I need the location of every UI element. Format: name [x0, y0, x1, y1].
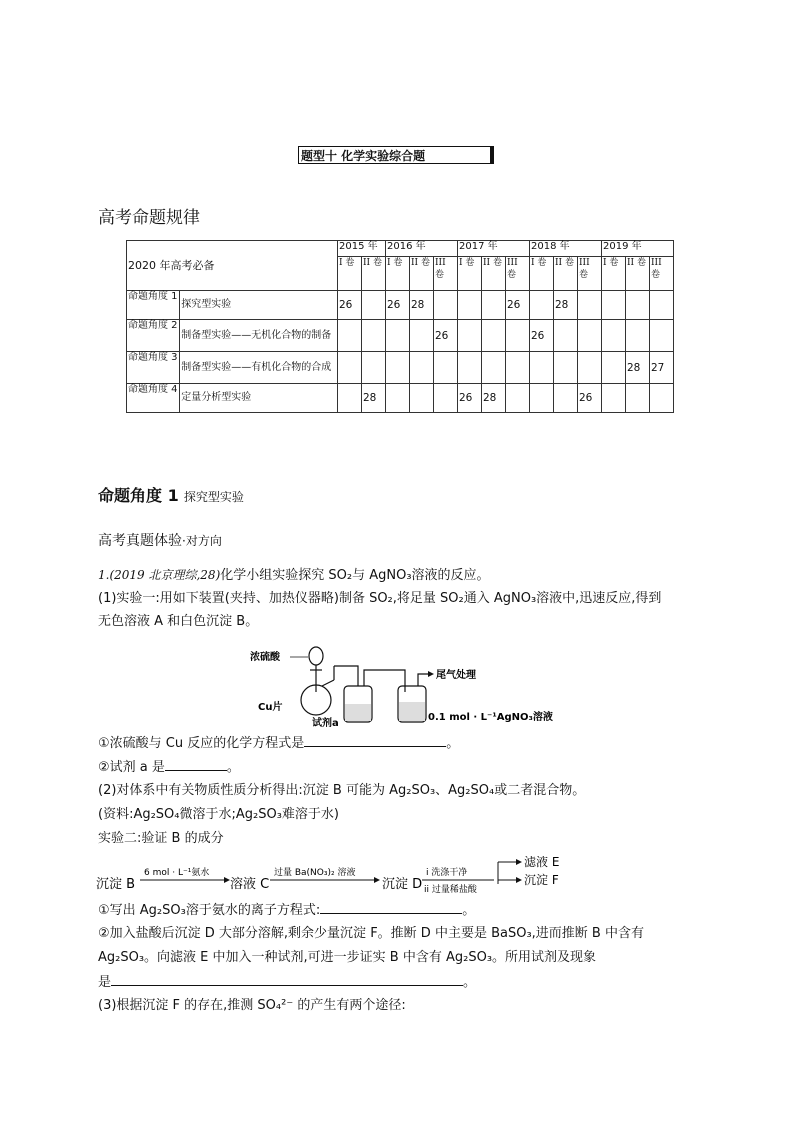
score-cell [338, 352, 362, 384]
q-i-text: ①浓硫酸与 Cu 反应的化学方程式是 [98, 736, 305, 751]
angle-cell: 命题角度 3 [127, 352, 180, 384]
score-cell [338, 384, 362, 413]
liquid-a [345, 704, 371, 721]
table-body [127, 291, 674, 413]
score-cell [506, 352, 530, 384]
score-cell [602, 320, 626, 352]
score-cell [650, 291, 674, 320]
juan-header: III 卷 [434, 257, 458, 291]
score-cell [602, 352, 626, 384]
juan-header: I 卷 [386, 257, 410, 291]
section-title: 高考命题规律 [98, 208, 200, 228]
score-cell [578, 352, 602, 384]
score-cell: 28 [626, 352, 650, 384]
score-cell: 28 [554, 291, 578, 320]
year-2016: 2016 年 [386, 241, 458, 257]
period: 。 [226, 760, 240, 775]
q2-ii-line3 [98, 972, 476, 993]
score-cell [386, 320, 410, 352]
q2-i-text: ①写出 Ag₂SO₃溶于氨水的离子方程式: [98, 903, 321, 918]
juan-header: I 卷 [602, 257, 626, 291]
score-cell [410, 320, 434, 352]
score-cell [386, 384, 410, 413]
q2-i [98, 900, 475, 921]
score-cell [554, 352, 578, 384]
topic-cell: 探究型实验 [180, 291, 338, 320]
score-cell [602, 384, 626, 413]
score-cell [482, 291, 506, 320]
period: 。 [463, 975, 477, 990]
table-row [127, 320, 674, 352]
juan-header: II 卷 [410, 257, 434, 291]
part2: (2)对体系中有关物质性质分析得出:沉淀 B 可能为 Ag₂SO₃、Ag₂SO₄或二者混合物。 [98, 783, 586, 798]
flow-arrowhead-2 [374, 877, 380, 883]
angle-cell: 命题角度 4 [127, 384, 180, 413]
q2-ii-line1: ②加入盐酸后沉淀 D 大部分溶解,剩余少量沉淀 F。推断 D 中主要是 BaSO₃,进而推断 B 中含有 [98, 926, 644, 941]
exam-suffix: ·对方向 [182, 534, 222, 548]
score-cell [410, 384, 434, 413]
score-cell [386, 352, 410, 384]
table-row [127, 384, 674, 413]
question-type-banner: 题型十 化学实验综合题 [298, 146, 494, 164]
score-cell [482, 352, 506, 384]
q2-ii-line3-text: 是 [98, 975, 112, 990]
exam-pattern-table [126, 240, 674, 413]
part1-line2: 无色溶液 A 和白色沉淀 B。 [98, 614, 259, 629]
score-cell [650, 320, 674, 352]
flow-step3b: ii 过量稀盐酸 [424, 885, 477, 895]
score-cell: 26 [434, 320, 458, 352]
score-cell [554, 320, 578, 352]
flow-mid2: 沉淀 D [382, 877, 423, 892]
apparatus-diagram [250, 640, 580, 728]
angle-cell: 命题角度 1 [127, 291, 180, 320]
q-i [98, 733, 459, 754]
score-cell: 28 [482, 384, 506, 413]
period: 。 [446, 736, 460, 751]
juan-header: II 卷 [626, 257, 650, 291]
angle-cell: 命题角度 2 [127, 320, 180, 352]
score-cell [362, 291, 386, 320]
flow-arrowhead-bottom [516, 877, 522, 883]
score-cell [362, 352, 386, 384]
tube-1 [334, 666, 358, 686]
flask-side-arm [322, 680, 334, 686]
score-cell [506, 384, 530, 413]
table-corner-label: 2020 年高考必备 [127, 241, 338, 291]
score-cell [626, 320, 650, 352]
score-cell [530, 291, 554, 320]
score-cell [626, 291, 650, 320]
flow-arrowhead-top [516, 859, 522, 865]
score-cell [458, 352, 482, 384]
score-cell: 28 [410, 291, 434, 320]
angle1-heading [98, 483, 244, 506]
tube-3 [418, 674, 428, 686]
label-cu: Cu片 [258, 702, 283, 713]
score-cell [434, 384, 458, 413]
score-cell [530, 352, 554, 384]
score-cell: 26 [530, 320, 554, 352]
label-tail-gas: 尾气处理 [436, 670, 476, 681]
juan-header: I 卷 [458, 257, 482, 291]
flow-mid1: 溶液 C [230, 877, 270, 892]
juan-header: I 卷 [338, 257, 362, 291]
juan-header: II 卷 [554, 257, 578, 291]
score-cell: 26 [386, 291, 410, 320]
answer-blank [304, 733, 446, 747]
year-2015: 2015 年 [338, 241, 386, 257]
part3: (3)根据沉淀 F 的存在,推测 SO₄²⁻ 的产生有两个途径: [98, 998, 406, 1013]
score-cell: 28 [362, 384, 386, 413]
score-cell [410, 352, 434, 384]
score-cell [602, 291, 626, 320]
flow-diagram [96, 856, 596, 900]
score-cell: 27 [650, 352, 674, 384]
year-2017: 2017 年 [458, 241, 530, 257]
flow-out2: 沉淀 F [524, 873, 559, 887]
funnel-bulb [309, 647, 323, 665]
score-cell: 26 [506, 291, 530, 320]
score-cell: 26 [578, 384, 602, 413]
year-2018: 2018 年 [530, 241, 602, 257]
juan-header: I 卷 [530, 257, 554, 291]
topic-cell: 制备型实验——有机化合物的合成 [180, 352, 338, 384]
part1-line1: (1)实验一:用如下装置(夹持、加热仪器略)制备 SO₂,将足量 SO₂通入 AgNO₃溶液中,迅速反应,得到 [98, 591, 662, 606]
score-cell [626, 384, 650, 413]
score-cell [650, 384, 674, 413]
score-cell [434, 352, 458, 384]
flow-step2: 过量 Ba(NO₃)₂ 溶液 [274, 868, 356, 878]
q1-source: 1.(2019 北京理综,28) [98, 568, 221, 582]
flow-step1: 6 mol · L⁻¹氨水 [144, 868, 210, 878]
topic-cell: 定量分析型实验 [180, 384, 338, 413]
score-cell [434, 291, 458, 320]
arrow-head [428, 671, 434, 677]
score-cell [578, 291, 602, 320]
label-reagent-a: 试剂a [312, 718, 339, 728]
exam-heading [98, 530, 222, 550]
juan-header: II 卷 [362, 257, 386, 291]
q1-intro-text: 化学小组实验探究 SO₂与 AgNO₃溶液的反应。 [220, 568, 490, 583]
exp2-heading: 实验二:验证 B 的成分 [98, 831, 224, 846]
q1-intro [98, 565, 490, 586]
score-cell: 26 [458, 384, 482, 413]
juan-header: III 卷 [650, 257, 674, 291]
exam-title: 高考真题体验 [98, 533, 182, 549]
score-cell [458, 320, 482, 352]
score-cell [578, 320, 602, 352]
period: 。 [462, 903, 476, 918]
q-ii [98, 757, 240, 778]
juan-header: II 卷 [482, 257, 506, 291]
year-2019: 2019 年 [602, 241, 674, 257]
q-ii-text: ②试剂 a 是 [98, 760, 165, 775]
label-conc-acid: 浓硫酸 [250, 652, 280, 663]
score-cell [362, 320, 386, 352]
angle1-prefix: 命题角度 1 [98, 486, 179, 505]
answer-blank [111, 972, 463, 986]
tube-2 [364, 670, 405, 692]
score-cell [482, 320, 506, 352]
label-agno3: 0.1 mol · L⁻¹AgNO₃溶液 [428, 712, 553, 723]
liquid-agno3 [399, 702, 425, 721]
topic-cell: 制备型实验——无机化合物的制备 [180, 320, 338, 352]
answer-blank [165, 757, 227, 771]
table-row [127, 291, 674, 320]
table-row [127, 352, 674, 384]
angle1-title: 探究型实验 [183, 490, 244, 504]
score-cell [338, 320, 362, 352]
answer-blank [320, 900, 462, 914]
score-cell: 26 [338, 291, 362, 320]
q2-ii-line2: Ag₂SO₃。向滤液 E 中加入一种试剂,可进一步证实 B 中含有 Ag₂SO₃。所用试剂及现象 [98, 950, 597, 965]
flow-out1: 滤液 E [524, 856, 560, 869]
juan-header: III 卷 [578, 257, 602, 291]
score-cell [530, 384, 554, 413]
flow-step3a: i 洗涤干净 [426, 868, 468, 878]
score-cell [506, 320, 530, 352]
score-cell [458, 291, 482, 320]
score-cell [554, 384, 578, 413]
flow-start: 沉淀 B [96, 877, 136, 892]
info-note: (资料:Ag₂SO₄微溶于水;Ag₂SO₃难溶于水) [98, 807, 340, 822]
juan-header: III 卷 [506, 257, 530, 291]
